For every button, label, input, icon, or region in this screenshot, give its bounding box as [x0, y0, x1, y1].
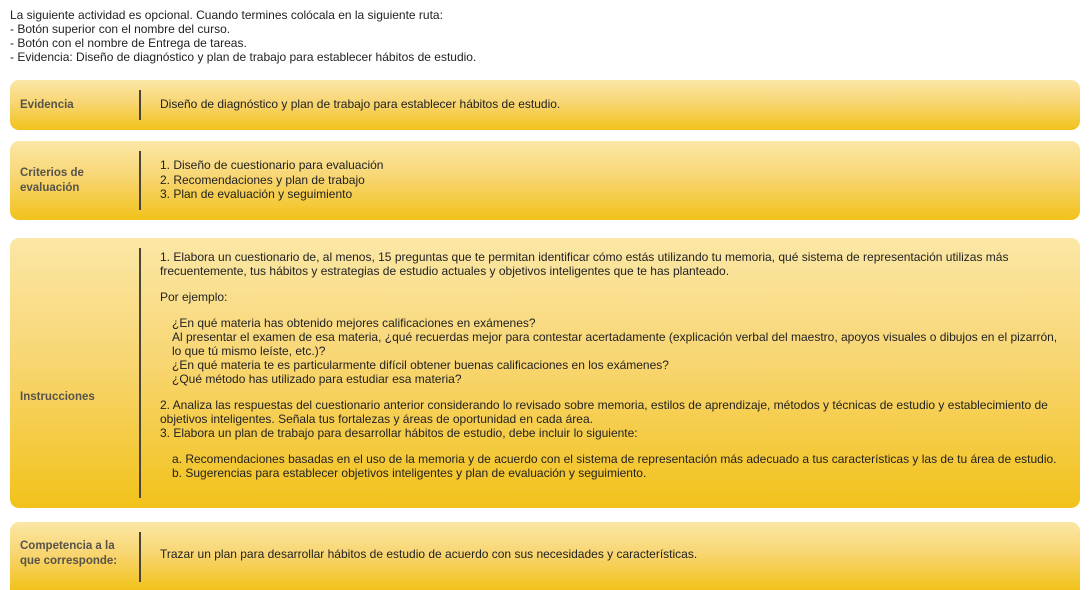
instrucciones-label: Instrucciones: [20, 390, 95, 403]
example-question: ¿En qué materia has obtenido mejores calificaciones en exámenes?: [172, 316, 536, 330]
sub-list: [160, 452, 1062, 480]
examples-list: [160, 316, 1062, 386]
competencia-text: Trazar un plan para desarrollar hábitos de estudio de acuerdo con sus necesidades y características.: [160, 547, 698, 561]
instruction-paragraph: 2. Analiza las respuestas del cuestionario anterior considerando lo revisado sobre memoria, estilos de aprendizaje, métodos y técnicas de estudio y establecimiento de objetivos inteligentes. Señala tus fortalezas y áreas de oportunidad en cada área.: [160, 398, 1048, 426]
instrucciones-card: [10, 238, 1080, 508]
instrucciones-content: [160, 250, 1062, 480]
divider: [139, 248, 141, 498]
intro-line: - Botón superior con el nombre del curso.: [10, 22, 231, 36]
evidencia-content: [160, 97, 1062, 111]
criterio-item: 1. Diseño de cuestionario para evaluación: [160, 158, 384, 172]
criterios-label-line: Criterios de: [20, 166, 84, 179]
sub-item: b. Sugerencias para establecer objetivos inteligentes y plan de evaluación y seguimiento.: [172, 466, 647, 480]
intro-line: - Botón con el nombre de Entrega de tareas.: [10, 36, 247, 50]
evidencia-label: Evidencia: [20, 98, 74, 111]
divider: [139, 532, 141, 582]
example-question: ¿En qué materia te es particularmente difícil obtener buenas calificaciones en los exámenes?: [172, 358, 669, 372]
criterios-card: [10, 141, 1080, 220]
example-intro: Por ejemplo:: [160, 290, 228, 304]
instruction-paragraph: 1. Elabora un cuestionario de, al menos, 15 preguntas que te permitan identificar cómo estás utilizando tu memoria, qué sistema de representación utilizas más frecuentemente, tus hábitos y estrategias de estudio actuales y objetivos inteligentes que te has planteado.: [160, 250, 1009, 278]
evidencia-text: Diseño de diagnóstico y plan de trabajo para establecer hábitos de estudio.: [160, 97, 561, 111]
competencia-content: [160, 547, 1062, 561]
criterios-label: [20, 141, 130, 220]
criterios-label-line: evaluación: [20, 181, 80, 194]
criterio-item: 2. Recomendaciones y plan de trabajo: [160, 172, 365, 187]
criterio-item: 3. Plan de evaluación y seguimiento: [160, 187, 353, 201]
competencia-card: [10, 522, 1080, 590]
divider: [139, 151, 141, 210]
sub-item: a. Recomendaciones basadas en el uso de la memoria y de acuerdo con el sistema de representación más adecuado a tus características y las de tu área de estudio.: [172, 452, 1057, 466]
instruction-paragraph: 3. Elabora un plan de trabajo para desarrollar hábitos de estudio, debe incluir lo siguiente:: [160, 426, 638, 440]
intro-line: - Evidencia: Diseño de diagnóstico y plan de trabajo para establecer hábitos de estudio.: [10, 50, 477, 64]
example-question: Al presentar el examen de esa materia, ¿qué recuerdas mejor para contestar acertadamente (explicación verbal del maestro, apoyos visuales o dibujos en el pizarrón, lo que tú mismo leíste, etc.)?: [172, 330, 1058, 358]
competencia-label: [20, 522, 130, 586]
intro-line: La siguiente actividad es opcional. Cuando termines colócala en la siguiente ruta:: [10, 8, 443, 22]
competencia-label-line: que corresponde:: [20, 555, 118, 567]
criterios-content: [160, 158, 1062, 202]
evidencia-card: [10, 80, 1080, 130]
competencia-label-line: Competencia a la: [20, 540, 115, 552]
divider: [139, 90, 141, 120]
example-question: ¿Qué método has utilizado para estudiar esa materia?: [172, 372, 462, 386]
intro-text: [10, 8, 476, 64]
